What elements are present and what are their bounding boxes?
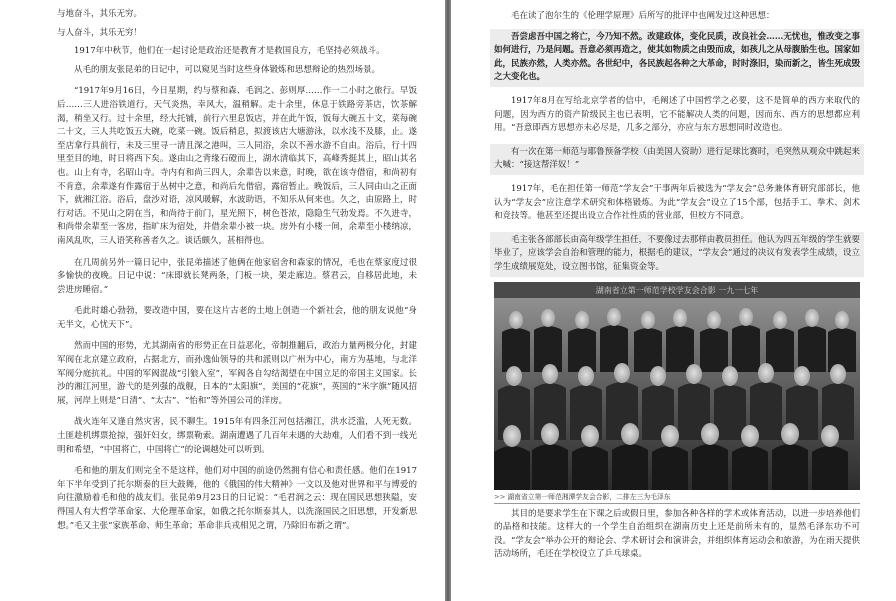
paragraph: 1917年8月在写给北京学者的信中，毛阐述了中国哲学之必要，这不是简单的西方来取代的问题，因为西方的资产阶级民主也已表明，它不能解决人类的问题，因而东、西方的思想都应利用。“吾意即西方思想亦未必尽是，几多之部分，亦应与东方思想同时改造也。	[494, 95, 860, 134]
bold-quote: 吾尝虑吾中国之将亡，今乃知不然。改建政体，变化民质，改良社会……无忧也，惟改变之事如何进行，乃是问题。吾意必须再造之，使其如物质之由毁而成，如孩儿之从母腹胎生也。国家如此，民族亦然，人类亦然。各世纪中，各民族起各种之大革命，时时涤旧，染而新之，皆生死成毁之大变化也。	[490, 29, 864, 87]
photo-caption-text: 湖南省立第一师范湘潭学友会合影，二排左三为毛泽东	[507, 492, 671, 501]
left-page	[0, 0, 445, 601]
paragraph: 1917年中秋节，他们在一起讨论是政治还是教育才是救国良方，毛坚持必须战斗。	[74, 46, 385, 57]
group-photo	[494, 282, 860, 490]
paragraph: 然而中国的形势，尤其湖南省的形势正在日益恶化，帝制推翻后，政治力量两极分化，封建军阀在北京建立政府，占据北方，而孙逸仙领导的共和派则以广州为中心，南方为基地，与北洋军阀分庭抗礼。中国的军阀混战“引狼入室”，军阀各自勾结渴望在中国立足的帝国主义国家。长沙的湘江河里，游弋的是列强的战舰，日本的“太阳旗”，美国的“花旗”，英国的“米字旗”随风招展，河岸上则是“日清”、“太古”、“怡和”等外国公司的洋房。	[57, 341, 417, 406]
paragraph: 毛和他的朋友们则完全不是这样，他们对中国的前途仍然拥有信心和责任感。他们在1917年下半年受到了托尔斯泰的巨大鼓舞，他的《俄国的伟大精神》一文以及他对世界和平与博爱的向往激励着毛和他的战友们。张昆弟9月23日的日记说：“毛君润之云：现在国民思想狭隘，安得国人有大哲学革命家、大伦理革命家，如俄之托尔斯泰其人，以洗涤国民之旧思想，开发新思想。”毛又主张“家族革命、师生革命；革命非兵戎相见之谓，乃除旧布新之谓”。	[57, 466, 417, 531]
group-photo-figure	[494, 282, 860, 504]
paragraph: 与地奋斗，其乐无穷。	[57, 9, 143, 19]
paragraph: 毛在读了泡尔生的《伦理学原理》后所写的批评中也阐发过这种思想：	[511, 11, 775, 21]
paragraph: 有一次在第一师范与耶鲁预备学校（由美国人资助）进行足球比赛时，毛突然从观众中跳起来大喊：“接这帮洋奴！”	[490, 144, 864, 175]
photo-banner-text: 湖南省立第一师范学校学友会合影 一九一七年	[595, 285, 759, 295]
paragraph: 在几周前另外一篇日记中，张昆弟描述了他俩在他家宿舍和森家的情况，毛也在蔡家度过很多愉快的夜晚。日记中说：“床即就长凳两条，门板一块，架走廊边。蔡君云，自移居此地，未尝进房睡宿。”	[57, 257, 417, 295]
left-text-column	[57, 8, 417, 538]
paragraph: 从毛的朋友张昆弟的日记中，可以窥见当时这些身体锻炼和思想辩论的热烈场景。	[74, 64, 381, 75]
paragraph: 与人奋斗，其乐无穷！	[57, 27, 143, 38]
right-text-column	[494, 10, 860, 567]
paragraph: 其目的是要求学生在下课之后或假日里，参加各种各样的学术或体育活动，以进一步培养他们的品格和技能。这样大的一个学生自治组织在湖南历史上还是前所未有的，显然毛泽东功不可没。“学友会”举办公开的辩论会、学术研讨会和演讲会，并组织体育运动会和旅游，为在雨天提供活动场所，毛还在学校设立了乒乓球桌。	[494, 508, 860, 560]
paragraph: 战火连年又逢自然灾害，民不聊生。1915年有四条江河包括湘江，洪水泛滥，人死无数。土匪趁机绑票抢掠，强奸妇女，绑票勒索。湖南遭遇了几百年未遇的大劫难，人们看不到一线光明和希望，“中国将亡，中国将亡”的论调越处可以听到。	[57, 417, 417, 455]
paragraph: 1917年，毛在担任第一师范“学友会”干事两年后被选为“学友会”总务兼体育研究部部长，他认为“学友会”应注意学术研究和体格锻炼。为此“学友会”设立了15个部，包括手工、拳术、剑术和竞技等。他甚至还提出设立合作社性质的营业部，但校方不同意。	[494, 183, 860, 222]
photo-caption	[494, 492, 860, 504]
paragraph: 毛此时雄心勃勃，要改造中国，要在这片古老的土地上创造一个新社会，他的朋友说他“身无半文，心忧天下”。	[57, 306, 417, 330]
right-page	[451, 0, 896, 601]
paragraph: 毛主张各部部长由高年级学生担任，不要像过去那样由教员担任。他认为四五年级的学生就要毕业了，应该学会自治和管理的能力，根据毛的建议，“学友会”通过的决议有发表学生成绩，设立学生成绩展览处，设立图书馆，征集资金等。	[490, 232, 864, 277]
diary-quote: “1917年9月16日，今日星期，约与蔡和森、毛润之、彭则厚……作一二小时之旅行。早饭后……三人进浴铁道行，天气炎热，幸风大，温稍解。走十余里，休息于铁路旁茶店，饮茶解渴，稍坐又行。过十余里，经大托铺，前行六里息饭店，并在此午饭，饭每大碗五十文，菜每碗二十文，三人共吃饭五大碗，吃菜一碗。饭后稍息，拟渡该店大塘游泳，以水浅不及膝，止。遂至店拿行具前行，未及三里寻一清且深之港叫，三人同浴，余以不善水游不自由。浴后，行十四里至目的地，时日将西下矣。遂由山之背缘石磴而上，湖水清临其下，高峰秀挺其上，昭山其名也。山上有寺，名昭山寺。寺内有和尚三四人，余辈告以来意，时晚，欲在该寺借宿，和尚初有不肯意，余辈遂有作露宿于丛树中之意，和尚后允借宿，露宿暂止。晚饭后，三人同由山之正面下，就湘江浴。浴后，盘沙对语，凉风暖解，水波助语，不知乐从何来也。久之，由原路上，时行对话。不见山之阴在当，和尚待于前门，星光照下，树色苍浓，隐隐生气勃发焉。不久进寺，和尚带余辈至一客房，指旷床为宿处，并借余辈小被一块。房外有小楼一间，余辈至小楼纳凉，南风乱吹，三人语笑称善者久之。谈话颇久，甚相得也。	[57, 86, 417, 246]
caption-arrow-icon: >>	[494, 492, 506, 501]
